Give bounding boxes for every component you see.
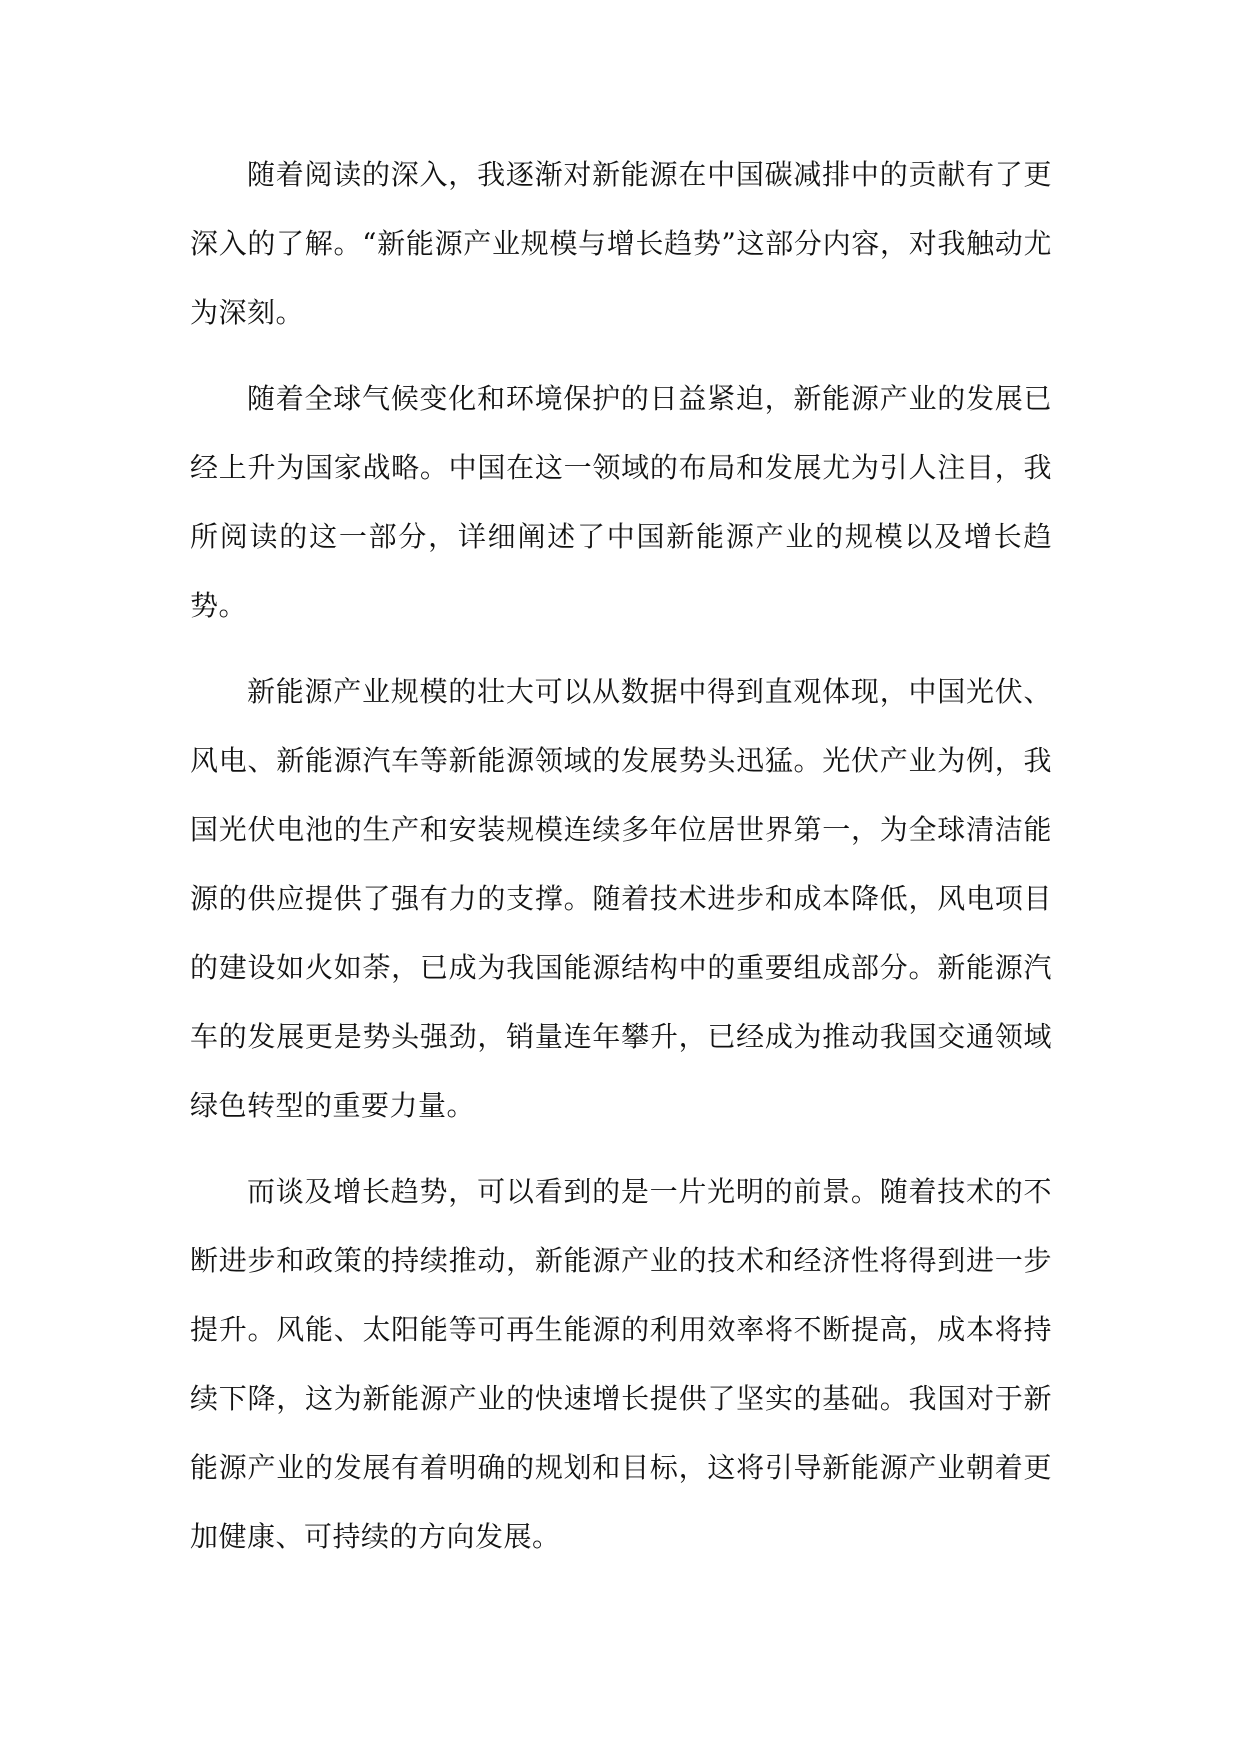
- paragraph-4: 而谈及增长趋势，可以看到的是一片光明的前景。随着技术的不断进步和政策的持续推动，新能源产业的技术和经济性将得到进一步提升。风能、太阳能等可再生能源的利用效率将不断提高，成本将持续下降，这为新能源产业的快速增长提供了坚实的基础。我国对于新能源产业的发展有着明确的规划和目标，这将引导新能源产业朝着更加健康、可持续的方向发展。: [190, 1175, 1052, 1553]
- paragraph-1: 随着阅读的深入，我逐渐对新能源在中国碳减排中的贡献有了更深入的了解。“新能源产业规模与增长趋势”这部分内容，对我触动尤为深刻。: [190, 158, 1052, 329]
- body-text: [190, 140, 1052, 1588]
- paragraph-2: 随着全球气候变化和环境保护的日益紧迫，新能源产业的发展已经上升为国家战略。中国在这一领域的布局和发展尤为引人注目，我所阅读的这一部分，详细阐述了中国新能源产业的规模以及增长趋势。: [190, 382, 1052, 622]
- paragraph-3: 新能源产业规模的壮大可以从数据中得到直观体现，中国光伏、风电、新能源汽车等新能源领域的发展势头迅猛。光伏产业为例，我国光伏电池的生产和安装规模连续多年位居世界第一，为全球清洁能源的供应提供了强有力的支撑。随着技术进步和成本降低，风电项目的建设如火如荼，已成为我国能源结构中的重要组成部分。新能源汽车的发展更是势头强劲，销量连年攀升，已经成为推动我国交通领域绿色转型的重要力量。: [190, 675, 1052, 1122]
